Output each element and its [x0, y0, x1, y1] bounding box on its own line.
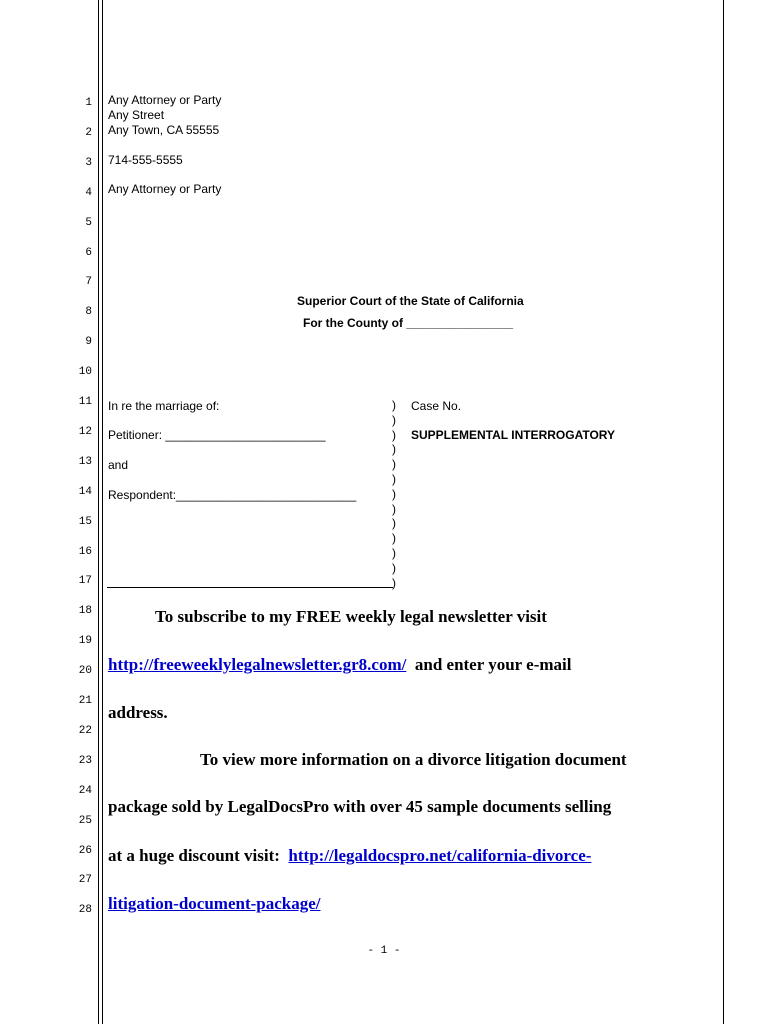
line-number: 2 [85, 126, 92, 139]
line-number: 26 [78, 844, 92, 857]
caption-petitioner: Petitioner: ________________________ [108, 428, 326, 442]
caption-paren: ) [392, 457, 396, 472]
line-number: 18 [78, 605, 92, 618]
line-number: 1 [85, 97, 92, 109]
body-p2-line3-text: at a huge discount visit: [108, 846, 280, 865]
attorney-for: Any Attorney or Party [108, 182, 222, 196]
line-number: 7 [85, 276, 92, 289]
line-number: 10 [78, 366, 92, 379]
left-margin-rule-outer [98, 0, 99, 1024]
right-margin-rule [723, 0, 724, 1024]
line-number: 5 [85, 216, 92, 229]
body-p1-line3: address. [108, 703, 168, 722]
line-number: 16 [78, 545, 92, 558]
court-county: For the County of ________________ [303, 316, 514, 330]
body-p1-line2 [108, 655, 571, 675]
document-title: SUPPLEMENTAL INTERROGATORY [411, 428, 616, 442]
line-number: 21 [78, 695, 92, 707]
line-number: 15 [78, 515, 92, 528]
caption-paren: ) [392, 531, 396, 546]
caption-paren: ) [392, 412, 396, 427]
line-number: 28 [78, 904, 92, 917]
line-number: 9 [85, 336, 92, 349]
body-p1-line1: To subscribe to my FREE weekly legal newsletter visit [155, 607, 547, 626]
line-number: 3 [85, 156, 92, 169]
line-number: 24 [78, 784, 92, 797]
attorney-city: Any Town, CA 55555 [108, 123, 220, 137]
newsletter-link[interactable]: http://freeweeklylegalnewsletter.gr8.com/ [108, 655, 407, 674]
line-number: 23 [78, 754, 92, 767]
line-number: 22 [78, 724, 92, 737]
caption-and: and [108, 458, 129, 472]
line-number: 12 [78, 425, 92, 438]
body-p2-line4 [108, 894, 321, 914]
caption-paren: ) [392, 546, 396, 560]
line-number: 6 [85, 246, 92, 259]
caption-paren: ) [392, 501, 396, 516]
caption-paren: ) [392, 486, 396, 501]
line-number: 11 [78, 396, 92, 408]
caption-marriage: In re the marriage of: [108, 399, 220, 413]
body-p1-after-link: and enter your e-mail [414, 655, 572, 674]
body-p2-line3 [108, 846, 591, 866]
caption-paren: ) [392, 516, 396, 531]
line-number: 17 [78, 575, 92, 588]
line-number: 8 [85, 306, 92, 319]
legaldocspro-link-part2[interactable]: litigation-document-package/ [108, 894, 321, 913]
attorney-name: Any Attorney or Party [108, 93, 222, 107]
caption-respondent: Respondent:___________________________ [108, 488, 357, 502]
caption-paren: ) [392, 398, 396, 412]
attorney-street: Any Street [108, 108, 165, 122]
line-number: 14 [78, 485, 92, 498]
line-number: 4 [85, 186, 92, 199]
caption-bottom-rule [107, 587, 393, 588]
caption-paren: ) [392, 560, 396, 575]
caption-paren: ) [392, 427, 396, 442]
caption-paren: ) [392, 472, 396, 486]
court-title: Superior Court of the State of California [297, 294, 524, 308]
body-p2-line1: To view more information on a divorce litigation document [200, 750, 627, 769]
line-number: 27 [78, 874, 92, 887]
line-number: 20 [78, 665, 92, 678]
legaldocspro-link-part1[interactable]: http://legaldocspro.net/california-divorce- [288, 846, 592, 865]
attorney-phone: 714-555-5555 [108, 153, 183, 167]
caption-paren: ) [392, 575, 396, 590]
left-margin-rule-inner [102, 0, 103, 1024]
case-number-label: Case No. [411, 399, 462, 413]
line-number: 19 [78, 635, 92, 648]
line-number: 25 [78, 814, 92, 827]
line-number: 13 [78, 455, 92, 468]
page-number: - 1 - [367, 945, 401, 957]
body-p2-line2: package sold by LegalDocsPro with over 45 sample documents selling [108, 797, 612, 816]
caption-paren: ) [392, 442, 396, 457]
